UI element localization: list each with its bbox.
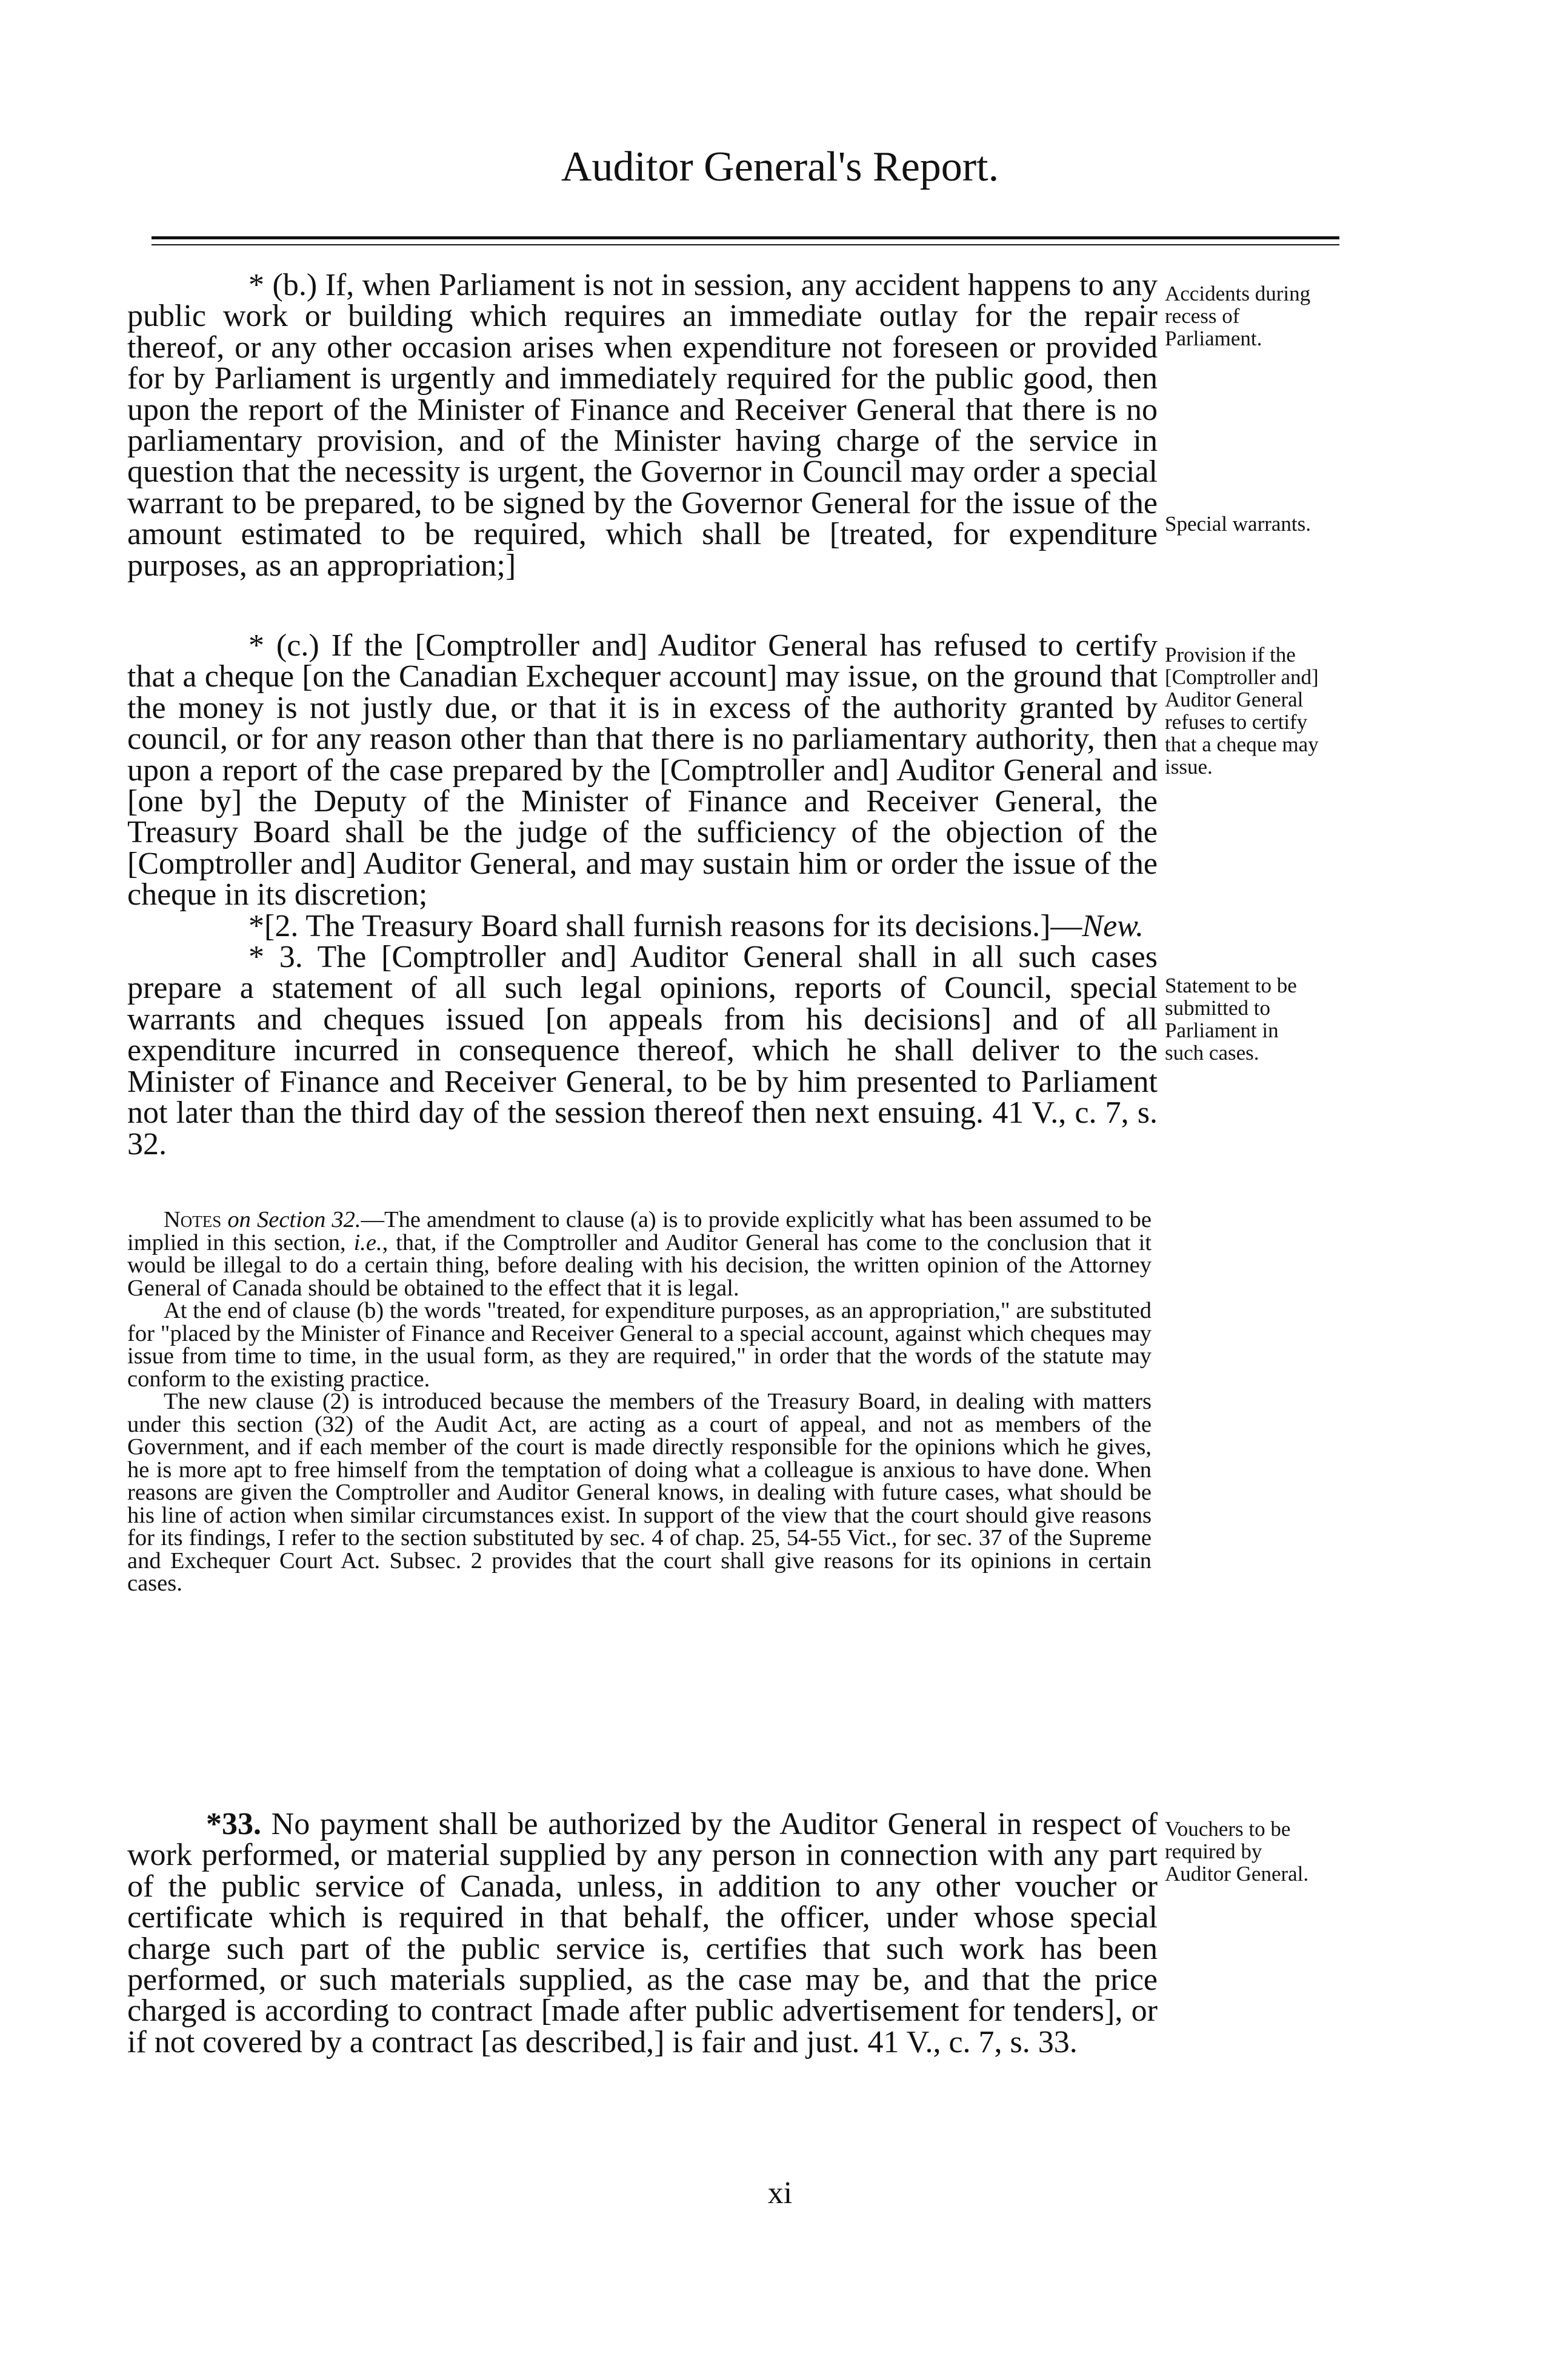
notes-paragraph-3: The new clause (2) is introduced because the members of the Treasury Board, in dealing with matters under this section (32) of the Audit Act, are acting as a court of appeal, and not as members of the Government, and if each member of the court is made directly responsible for the opinions which he gives, he is more apt to free himself from the temptation of doing what a colleague is anxious to have done. When reasons are given the Comptroller and Auditor General knows, in dealing with future cases, what should be his line of action when similar circumstances exist. In support of the view that the court should give reasons for its findings, I refer to the section substituted by sec. 4 of chap. 25, 54-55 Vict., for sec. 37 of the Supreme and Exchequer Court Act. Subsec. 2 provides that the court shall give reasons for its opinions in certain cases. (127, 1389, 1152, 1596)
margin-note-statement: Statement to be submitted to Parliament in such cases. (1165, 974, 1297, 1065)
section-c (127, 630, 1158, 1160)
header-rule-thin (152, 244, 1339, 245)
notes-paragraph-1: Notes on Section 32.—The amendment to clause (a) is to provide explicitly what has been assumed to be implied in this section, i.e., that, if the Comptroller and Auditor General has come to the conclusion that it would be illegal to do a certain thing, before dealing with his decision, the written opinion of the Attorney General of Canada should be obtained to the effect that it is legal. (127, 1207, 1152, 1301)
notes-paragraph-2: At the end of clause (b) the words "treated, for expenditure purposes, as an appropriation," are substituted for "placed by the Minister of Finance and Receiver General to a special account, against which cheques may issue from time to time, in the usual form, as they are required," in order that the words of the statute may conform to the existing practice. (127, 1298, 1152, 1392)
margin-note-provision: Provision if the [Comptroller and] Auditor General refuses to certify that a cheque may issue. (1165, 643, 1319, 779)
notes-section (127, 1209, 1152, 1595)
paragraph-2 (127, 908, 1158, 943)
margin-note-accidents: Accidents during recess of Parliament. (1165, 282, 1311, 350)
margin-note-vouchers: Vouchers to be required by Auditor General. (1165, 1817, 1309, 1886)
paragraph-3: * 3. The [Comptroller and] Auditor General shall in all such cases prepare a statement of all such legal opinions, reports of Council, special warrants and cheques issued [on appeals from his decisions] and of all expenditure incurred in consequence thereof, which he shall deliver to the Minister of Finance and Receiver General, to be by him presented to Parliament not later than the third day of the session thereof then next ensuing. 41 V., c. 7, s. 32. (127, 940, 1158, 1162)
section-33 (127, 1809, 1158, 2058)
paragraph-b: * (b.) If, when Parliament is not in session, any accident happens to any public work or building which requires an immediate outlay for the repair thereof, or any other occasion arises when expenditure not foreseen or provided for by Parliament is urgently and immediately required for the public good, then upon the report of the Minister of Finance and Receiver General that there is no parliamentary provision, and of the Minister having charge of the service in question that the necessity is urgent, the Governor in Council may order a special warrant to be prepared, to be signed by the Governor General for the issue of the amount estimated to be required, which shall be [treated, for expenditure purposes, as an appropriation;] (127, 268, 1158, 583)
notes-heading-section: on Section 32. (227, 1207, 361, 1232)
notes-heading: Notes (164, 1207, 222, 1232)
page-title: Auditor General's Report. (561, 144, 999, 190)
margin-note-special-warrants: Special warrants. (1165, 512, 1312, 536)
paragraph-2-text: *[2. The Treasury Board shall furnish reasons for its decisions.]— (248, 908, 1082, 943)
section-number-33: *33. (206, 1807, 261, 1841)
header-rule-thick (152, 236, 1339, 239)
page-number: xi (767, 2176, 793, 2210)
paragraph-c: * (c.) If the [Comptroller and] Auditor General has refused to certify that a cheque [on the Canadian Exchequer account] may issue, on the ground that the money is not justly due, or that it is in excess of the authority granted by council, or for any reason other than that there is no parliamentary authority, then upon a report of the case prepared by the [Comptroller and] Auditor General and [one by] the Deputy of the Minister of Finance and Receiver General, the Treasury Board shall be the judge of the sufficiency of the objection of the [Comptroller and] Auditor General, and may sustain him or order the issue of the cheque in its discretion; (127, 628, 1158, 912)
paragraph-33: *33. No payment shall be authorized by the Auditor General in respect of work performed, or material supplied by any person in connection with any part of the public service of Canada, unless, in addition to any other voucher or certificate which is required in that behalf, the officer, under whose special charge such part of the public service is, certifies that such work has been performed, or such materials supplied, as the case may be, and that the price charged is according to contract [made after public advertisement for tenders], or if not covered by a contract [as described,] is fair and just. 41 V., c. 7, s. 33. (127, 1807, 1158, 2059)
section-b (127, 270, 1158, 581)
new-marker: New. (1082, 908, 1144, 943)
